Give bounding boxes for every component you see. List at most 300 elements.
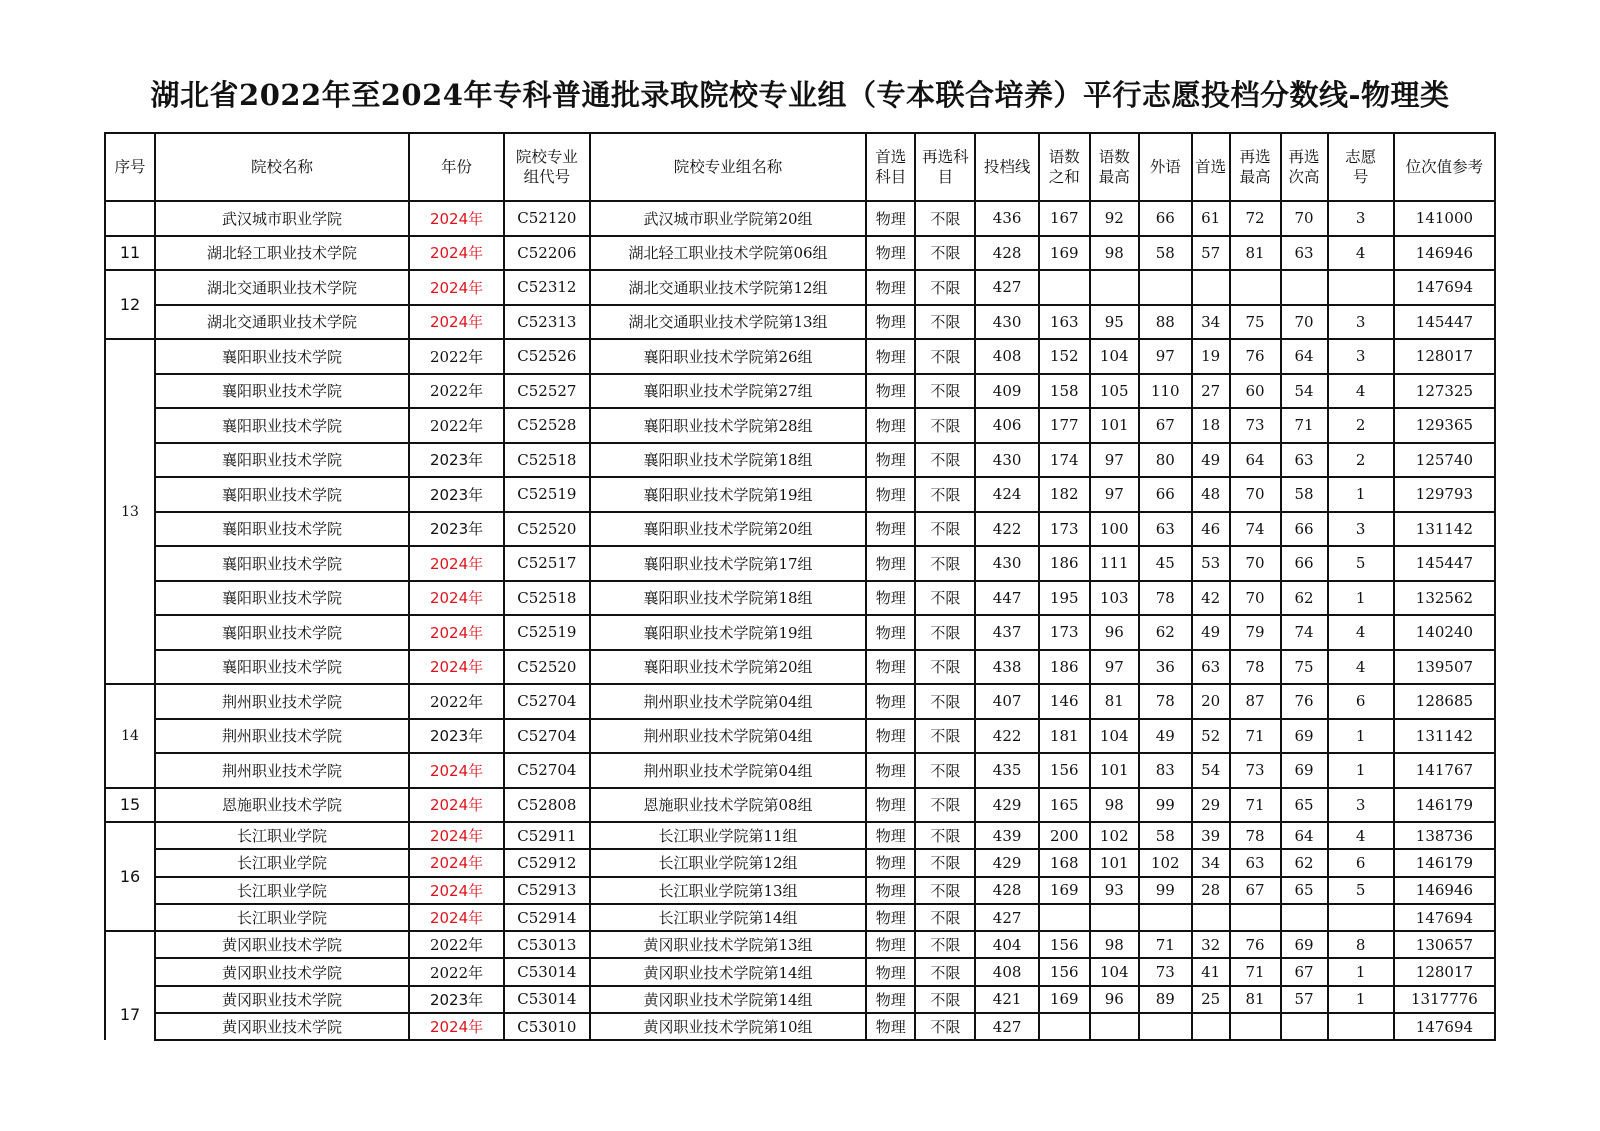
second-max-cell: 78: [1230, 822, 1281, 849]
cutoff-score-cell: 438: [975, 650, 1038, 685]
second-subject-cell: 不限: [915, 1013, 975, 1040]
rank-reference-cell: 128017: [1394, 958, 1495, 985]
group-code-cell: C52526: [504, 339, 590, 374]
foreign-language-cell: 110: [1139, 374, 1192, 409]
chinese-math-max-cell: 104: [1090, 339, 1139, 374]
chinese-math-sum-cell: 186: [1039, 546, 1090, 581]
chinese-math-max-cell: [1090, 1013, 1139, 1040]
school-name-cell: 长江职业学院: [155, 904, 409, 931]
rank-reference-cell: 146179: [1394, 788, 1495, 823]
year-cell: 2024年: [409, 849, 504, 876]
year-cell: 2023年: [409, 719, 504, 754]
year-cell: 2023年: [409, 443, 504, 478]
cutoff-score-cell: 435: [975, 753, 1038, 788]
first-subject-score-cell: [1192, 904, 1230, 931]
rank-reference-cell: 147694: [1394, 1013, 1495, 1040]
foreign-language-cell: 49: [1139, 719, 1192, 754]
foreign-language-cell: 63: [1139, 512, 1192, 547]
foreign-language-cell: 67: [1139, 408, 1192, 443]
chinese-math-sum-cell: 156: [1039, 931, 1090, 958]
second-subject-cell: 不限: [915, 788, 975, 823]
choice-number-cell: 1: [1328, 719, 1394, 754]
rank-reference-cell: 127325: [1394, 374, 1495, 409]
cutoff-score-cell: 436: [975, 201, 1038, 236]
choice-number-cell: 1: [1328, 986, 1394, 1013]
chinese-math-sum-cell: [1039, 270, 1090, 305]
score-table: [104, 132, 1496, 1041]
cutoff-score-cell: 424: [975, 477, 1038, 512]
table-row: [105, 236, 1495, 271]
second-max-cell: [1230, 904, 1281, 931]
chinese-math-sum-cell: 181: [1039, 719, 1090, 754]
first-subject-cell: 物理: [866, 477, 915, 512]
first-subject-cell: 物理: [866, 546, 915, 581]
first-subject-cell: 物理: [866, 650, 915, 685]
cutoff-score-cell: 447: [975, 581, 1038, 616]
second-max-cell: 76: [1230, 931, 1281, 958]
school-name-cell: 荆州职业技术学院: [155, 719, 409, 754]
cutoff-score-cell: 429: [975, 788, 1038, 823]
second-next-cell: 62: [1281, 849, 1328, 876]
school-name-cell: 黄冈职业技术学院: [155, 931, 409, 958]
chinese-math-max-cell: 95: [1090, 305, 1139, 340]
second-subject-cell: 不限: [915, 305, 975, 340]
second-subject-cell: 不限: [915, 719, 975, 754]
first-subject-score-cell: 42: [1192, 581, 1230, 616]
cutoff-score-cell: 408: [975, 339, 1038, 374]
second-max-cell: 64: [1230, 443, 1281, 478]
chinese-math-sum-cell: 173: [1039, 615, 1090, 650]
choice-number-cell: 1: [1328, 958, 1394, 985]
foreign-language-cell: 73: [1139, 958, 1192, 985]
group-code-cell: C53014: [504, 958, 590, 985]
table-row: [105, 822, 1495, 849]
col-header: 年份: [409, 133, 504, 201]
second-next-cell: 71: [1281, 408, 1328, 443]
chinese-math-sum-cell: 156: [1039, 753, 1090, 788]
foreign-language-cell: 78: [1139, 684, 1192, 719]
first-subject-cell: 物理: [866, 512, 915, 547]
second-subject-cell: 不限: [915, 822, 975, 849]
first-subject-score-cell: 18: [1192, 408, 1230, 443]
group-name-cell: 襄阳职业技术学院第26组: [590, 339, 867, 374]
school-name-cell: 襄阳职业技术学院: [155, 477, 409, 512]
chinese-math-max-cell: 92: [1090, 201, 1139, 236]
second-next-cell: 66: [1281, 546, 1328, 581]
chinese-math-max-cell: 103: [1090, 581, 1139, 616]
first-subject-cell: 物理: [866, 305, 915, 340]
group-name-cell: 荆州职业技术学院第04组: [590, 753, 867, 788]
first-subject-cell: 物理: [866, 201, 915, 236]
sequence-cell: 13: [105, 339, 155, 684]
group-name-cell: 黄冈职业技术学院第14组: [590, 986, 867, 1013]
second-subject-cell: 不限: [915, 546, 975, 581]
cutoff-score-cell: 406: [975, 408, 1038, 443]
table-row: [105, 1013, 1495, 1040]
col-header: 位次值参考: [1394, 133, 1495, 201]
second-subject-cell: 不限: [915, 931, 975, 958]
chinese-math-sum-cell: 177: [1039, 408, 1090, 443]
school-name-cell: 长江职业学院: [155, 849, 409, 876]
table-row: [105, 201, 1495, 236]
table-row: [105, 788, 1495, 823]
cutoff-score-cell: 428: [975, 236, 1038, 271]
col-header: 院校名称: [155, 133, 409, 201]
col-header: 序号: [105, 133, 155, 201]
second-max-cell: 70: [1230, 477, 1281, 512]
chinese-math-sum-cell: 146: [1039, 684, 1090, 719]
second-next-cell: 65: [1281, 877, 1328, 904]
sequence-cell: [105, 201, 155, 236]
first-subject-score-cell: 28: [1192, 877, 1230, 904]
second-max-cell: 73: [1230, 408, 1281, 443]
second-next-cell: [1281, 1013, 1328, 1040]
first-subject-cell: 物理: [866, 339, 915, 374]
first-subject-cell: 物理: [866, 788, 915, 823]
group-code-cell: C52206: [504, 236, 590, 271]
group-name-cell: 黄冈职业技术学院第13组: [590, 931, 867, 958]
second-next-cell: 69: [1281, 753, 1328, 788]
first-subject-score-cell: 29: [1192, 788, 1230, 823]
second-subject-cell: 不限: [915, 958, 975, 985]
choice-number-cell: 2: [1328, 443, 1394, 478]
rank-reference-cell: 141767: [1394, 753, 1495, 788]
year-cell: 2022年: [409, 684, 504, 719]
second-max-cell: 67: [1230, 877, 1281, 904]
col-header: 语数之和: [1039, 133, 1090, 201]
group-code-cell: C52912: [504, 849, 590, 876]
foreign-language-cell: 88: [1139, 305, 1192, 340]
choice-number-cell: 4: [1328, 615, 1394, 650]
rank-reference-cell: 129793: [1394, 477, 1495, 512]
foreign-language-cell: [1139, 904, 1192, 931]
group-name-cell: 襄阳职业技术学院第20组: [590, 650, 867, 685]
second-next-cell: 64: [1281, 339, 1328, 374]
table-row: [105, 986, 1495, 1013]
school-name-cell: 襄阳职业技术学院: [155, 650, 409, 685]
school-name-cell: 长江职业学院: [155, 822, 409, 849]
sequence-cell: 15: [105, 788, 155, 823]
second-next-cell: 63: [1281, 236, 1328, 271]
chinese-math-max-cell: 105: [1090, 374, 1139, 409]
foreign-language-cell: 99: [1139, 788, 1192, 823]
chinese-math-sum-cell: 156: [1039, 958, 1090, 985]
rank-reference-cell: 130657: [1394, 931, 1495, 958]
rank-reference-cell: 128685: [1394, 684, 1495, 719]
year-cell: 2024年: [409, 270, 504, 305]
group-name-cell: 湖北轻工职业技术学院第06组: [590, 236, 867, 271]
cutoff-score-cell: 439: [975, 822, 1038, 849]
choice-number-cell: [1328, 904, 1394, 931]
second-max-cell: 87: [1230, 684, 1281, 719]
school-name-cell: 荆州职业技术学院: [155, 753, 409, 788]
second-subject-cell: 不限: [915, 849, 975, 876]
choice-number-cell: 4: [1328, 822, 1394, 849]
first-subject-score-cell: 25: [1192, 986, 1230, 1013]
second-subject-cell: 不限: [915, 443, 975, 478]
first-subject-cell: 物理: [866, 236, 915, 271]
group-code-cell: C52518: [504, 581, 590, 616]
school-name-cell: 荆州职业技术学院: [155, 684, 409, 719]
second-next-cell: 57: [1281, 986, 1328, 1013]
table-row: [105, 753, 1495, 788]
group-name-cell: 长江职业学院第11组: [590, 822, 867, 849]
foreign-language-cell: 99: [1139, 877, 1192, 904]
second-max-cell: 75: [1230, 305, 1281, 340]
sequence-cell: 12: [105, 270, 155, 339]
rank-reference-cell: 146179: [1394, 849, 1495, 876]
second-subject-cell: 不限: [915, 986, 975, 1013]
school-name-cell: 襄阳职业技术学院: [155, 546, 409, 581]
group-code-cell: C52120: [504, 201, 590, 236]
second-subject-cell: 不限: [915, 339, 975, 374]
school-name-cell: 恩施职业技术学院: [155, 788, 409, 823]
col-header: 外语: [1139, 133, 1192, 201]
year-cell: 2022年: [409, 958, 504, 985]
cutoff-score-cell: 428: [975, 877, 1038, 904]
year-cell: 2024年: [409, 1013, 504, 1040]
choice-number-cell: 3: [1328, 788, 1394, 823]
group-name-cell: 襄阳职业技术学院第17组: [590, 546, 867, 581]
foreign-language-cell: 83: [1139, 753, 1192, 788]
choice-number-cell: 3: [1328, 339, 1394, 374]
first-subject-cell: 物理: [866, 374, 915, 409]
cutoff-score-cell: 421: [975, 986, 1038, 1013]
first-subject-score-cell: 27: [1192, 374, 1230, 409]
foreign-language-cell: 78: [1139, 581, 1192, 616]
group-code-cell: C52312: [504, 270, 590, 305]
first-subject-score-cell: [1192, 270, 1230, 305]
col-header: 再选最高: [1230, 133, 1281, 201]
chinese-math-sum-cell: 167: [1039, 201, 1090, 236]
first-subject-score-cell: 48: [1192, 477, 1230, 512]
chinese-math-sum-cell: 195: [1039, 581, 1090, 616]
group-name-cell: 襄阳职业技术学院第20组: [590, 512, 867, 547]
table-row: [105, 374, 1495, 409]
foreign-language-cell: 102: [1139, 849, 1192, 876]
second-next-cell: 58: [1281, 477, 1328, 512]
chinese-math-sum-cell: 200: [1039, 822, 1090, 849]
chinese-math-sum-cell: 169: [1039, 877, 1090, 904]
chinese-math-sum-cell: 163: [1039, 305, 1090, 340]
cutoff-score-cell: 427: [975, 904, 1038, 931]
year-cell: 2024年: [409, 201, 504, 236]
second-next-cell: 62: [1281, 581, 1328, 616]
first-subject-cell: 物理: [866, 408, 915, 443]
second-subject-cell: 不限: [915, 201, 975, 236]
group-name-cell: 武汉城市职业学院第20组: [590, 201, 867, 236]
rank-reference-cell: 132562: [1394, 581, 1495, 616]
group-code-cell: C52313: [504, 305, 590, 340]
second-subject-cell: 不限: [915, 477, 975, 512]
table-row: [105, 904, 1495, 931]
cutoff-score-cell: 427: [975, 270, 1038, 305]
school-name-cell: 黄冈职业技术学院: [155, 1013, 409, 1040]
second-next-cell: [1281, 904, 1328, 931]
group-name-cell: 湖北交通职业技术学院第12组: [590, 270, 867, 305]
cutoff-score-cell: 437: [975, 615, 1038, 650]
foreign-language-cell: 71: [1139, 931, 1192, 958]
chinese-math-sum-cell: [1039, 904, 1090, 931]
foreign-language-cell: 66: [1139, 201, 1192, 236]
school-name-cell: 襄阳职业技术学院: [155, 512, 409, 547]
second-subject-cell: 不限: [915, 904, 975, 931]
year-cell: 2024年: [409, 904, 504, 931]
first-subject-score-cell: 61: [1192, 201, 1230, 236]
year-cell: 2022年: [409, 408, 504, 443]
school-name-cell: 长江职业学院: [155, 877, 409, 904]
first-subject-score-cell: 41: [1192, 958, 1230, 985]
choice-number-cell: 5: [1328, 877, 1394, 904]
second-next-cell: 69: [1281, 719, 1328, 754]
first-subject-score-cell: 52: [1192, 719, 1230, 754]
table-row: [105, 719, 1495, 754]
foreign-language-cell: 58: [1139, 822, 1192, 849]
table-row: [105, 443, 1495, 478]
school-name-cell: 湖北轻工职业技术学院: [155, 236, 409, 271]
second-subject-cell: 不限: [915, 877, 975, 904]
group-name-cell: 黄冈职业技术学院第10组: [590, 1013, 867, 1040]
foreign-language-cell: 89: [1139, 986, 1192, 1013]
first-subject-score-cell: 32: [1192, 931, 1230, 958]
year-cell: 2024年: [409, 822, 504, 849]
group-code-cell: C52704: [504, 753, 590, 788]
first-subject-score-cell: 57: [1192, 236, 1230, 271]
second-subject-cell: 不限: [915, 408, 975, 443]
choice-number-cell: 6: [1328, 849, 1394, 876]
table-row: [105, 931, 1495, 958]
foreign-language-cell: [1139, 1013, 1192, 1040]
chinese-math-sum-cell: 174: [1039, 443, 1090, 478]
year-cell: 2023年: [409, 986, 504, 1013]
group-code-cell: C52518: [504, 443, 590, 478]
cutoff-score-cell: 427: [975, 1013, 1038, 1040]
group-name-cell: 长江职业学院第12组: [590, 849, 867, 876]
cutoff-score-cell: 422: [975, 512, 1038, 547]
table-row: [105, 512, 1495, 547]
first-subject-cell: 物理: [866, 581, 915, 616]
group-code-cell: C52519: [504, 615, 590, 650]
first-subject-score-cell: 49: [1192, 615, 1230, 650]
group-name-cell: 襄阳职业技术学院第28组: [590, 408, 867, 443]
choice-number-cell: [1328, 270, 1394, 305]
year-cell: 2024年: [409, 236, 504, 271]
school-name-cell: 武汉城市职业学院: [155, 201, 409, 236]
chinese-math-sum-cell: 165: [1039, 788, 1090, 823]
second-max-cell: 73: [1230, 753, 1281, 788]
chinese-math-max-cell: [1090, 270, 1139, 305]
choice-number-cell: 4: [1328, 374, 1394, 409]
chinese-math-sum-cell: 168: [1039, 849, 1090, 876]
rank-reference-cell: 145447: [1394, 305, 1495, 340]
chinese-math-max-cell: [1090, 904, 1139, 931]
second-max-cell: 71: [1230, 719, 1281, 754]
choice-number-cell: 4: [1328, 650, 1394, 685]
first-subject-score-cell: 54: [1192, 753, 1230, 788]
foreign-language-cell: [1139, 270, 1192, 305]
group-name-cell: 荆州职业技术学院第04组: [590, 684, 867, 719]
second-next-cell: 75: [1281, 650, 1328, 685]
first-subject-cell: 物理: [866, 904, 915, 931]
choice-number-cell: 1: [1328, 477, 1394, 512]
year-cell: 2022年: [409, 339, 504, 374]
group-code-cell: C52519: [504, 477, 590, 512]
school-name-cell: 湖北交通职业技术学院: [155, 305, 409, 340]
sequence-cell: 17: [105, 931, 155, 1040]
second-next-cell: 54: [1281, 374, 1328, 409]
foreign-language-cell: 58: [1139, 236, 1192, 271]
rank-reference-cell: 147694: [1394, 270, 1495, 305]
chinese-math-sum-cell: 169: [1039, 236, 1090, 271]
second-max-cell: 71: [1230, 788, 1281, 823]
col-header: 院校专业组名称: [590, 133, 867, 201]
group-name-cell: 湖北交通职业技术学院第13组: [590, 305, 867, 340]
table-row: [105, 958, 1495, 985]
chinese-math-max-cell: 81: [1090, 684, 1139, 719]
first-subject-cell: 物理: [866, 719, 915, 754]
second-next-cell: 63: [1281, 443, 1328, 478]
year-cell: 2023年: [409, 477, 504, 512]
chinese-math-max-cell: 93: [1090, 877, 1139, 904]
year-cell: 2022年: [409, 931, 504, 958]
second-max-cell: 81: [1230, 986, 1281, 1013]
second-subject-cell: 不限: [915, 753, 975, 788]
foreign-language-cell: 36: [1139, 650, 1192, 685]
cutoff-score-cell: 408: [975, 958, 1038, 985]
year-cell: 2024年: [409, 305, 504, 340]
cutoff-score-cell: 430: [975, 546, 1038, 581]
cutoff-score-cell: 422: [975, 719, 1038, 754]
second-max-cell: 81: [1230, 236, 1281, 271]
group-name-cell: 恩施职业技术学院第08组: [590, 788, 867, 823]
table-row: [105, 305, 1495, 340]
second-next-cell: 70: [1281, 305, 1328, 340]
group-code-cell: C52527: [504, 374, 590, 409]
chinese-math-sum-cell: 158: [1039, 374, 1090, 409]
first-subject-score-cell: 34: [1192, 305, 1230, 340]
group-code-cell: C52808: [504, 788, 590, 823]
chinese-math-max-cell: 98: [1090, 236, 1139, 271]
group-code-cell: C52517: [504, 546, 590, 581]
chinese-math-max-cell: 97: [1090, 477, 1139, 512]
school-name-cell: 襄阳职业技术学院: [155, 374, 409, 409]
choice-number-cell: 6: [1328, 684, 1394, 719]
second-max-cell: 70: [1230, 546, 1281, 581]
chinese-math-max-cell: 101: [1090, 753, 1139, 788]
choice-number-cell: 5: [1328, 546, 1394, 581]
year-cell: 2024年: [409, 581, 504, 616]
chinese-math-max-cell: 100: [1090, 512, 1139, 547]
header-row: [105, 133, 1495, 201]
rank-reference-cell: 128017: [1394, 339, 1495, 374]
table-row: [105, 650, 1495, 685]
second-next-cell: [1281, 270, 1328, 305]
choice-number-cell: 3: [1328, 201, 1394, 236]
foreign-language-cell: 45: [1139, 546, 1192, 581]
second-subject-cell: 不限: [915, 650, 975, 685]
first-subject-cell: 物理: [866, 822, 915, 849]
cutoff-score-cell: 429: [975, 849, 1038, 876]
rank-reference-cell: 146946: [1394, 236, 1495, 271]
second-subject-cell: 不限: [915, 615, 975, 650]
chinese-math-sum-cell: [1039, 1013, 1090, 1040]
chinese-math-sum-cell: 182: [1039, 477, 1090, 512]
second-next-cell: 64: [1281, 822, 1328, 849]
group-code-cell: C52911: [504, 822, 590, 849]
chinese-math-max-cell: 104: [1090, 958, 1139, 985]
col-header: 再选科目: [915, 133, 975, 201]
first-subject-cell: 物理: [866, 1013, 915, 1040]
